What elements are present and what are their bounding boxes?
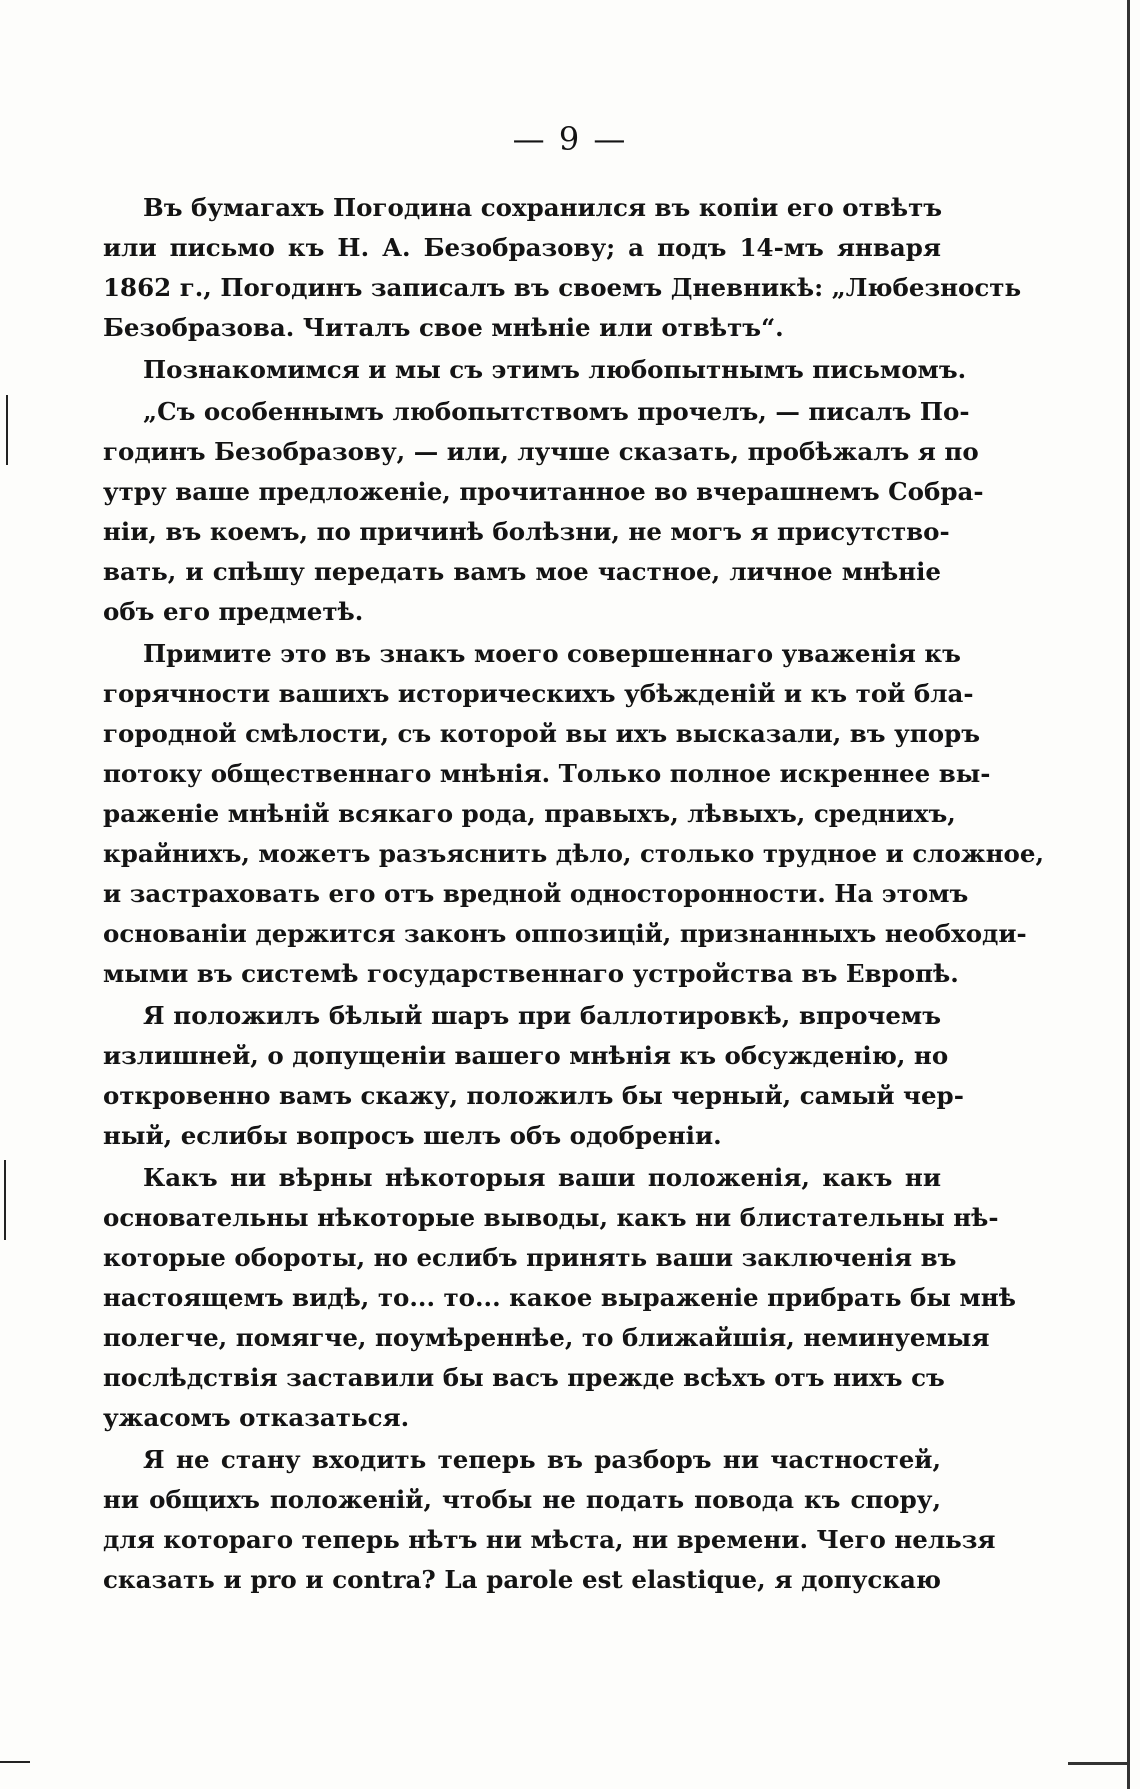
text-line: раженіе мнѣній всякаго рода, правыхъ, лѣвыхъ, среднихъ, — [103, 799, 956, 828]
text-line: послѣдствія заставили бы васъ прежде всѣхъ отъ нихъ съ — [103, 1363, 945, 1392]
text-line: ни общихъ положеній, чтобы не подать повода къ спору, — [103, 1485, 941, 1514]
text-line: утру ваше предложеніе, прочитанное во вчерашнемъ Собра- — [103, 477, 984, 506]
text-line: и застраховать его отъ вредной односторонности. На этомъ — [103, 879, 969, 908]
text-line: Познакомимся и мы съ этимъ любопытнымъ письмомъ. — [143, 355, 967, 384]
text-line: настоящемъ видѣ, то... то... какое выраженіе прибрать бы мнѣ — [103, 1283, 1016, 1312]
text-line: ный, еслибы вопросъ шелъ объ одобреніи. — [103, 1121, 722, 1150]
page-number: — 9 — — [512, 120, 628, 158]
text-line: основательны нѣкоторые выводы, какъ ни блистательны нѣ- — [103, 1203, 999, 1232]
text-line: городной смѣлости, съ которой вы ихъ высказали, въ упоръ — [103, 719, 980, 748]
scan-edge-mark — [6, 395, 8, 465]
text-line: Я положилъ бѣлый шаръ при баллотировкѣ, впрочемъ — [143, 1001, 941, 1030]
text-line: откровенно вамъ скажу, положилъ бы черный, самый чер- — [103, 1081, 964, 1110]
text-line: крайнихъ, можетъ разъяснить дѣло, столько трудное и сложное, — [103, 839, 1045, 868]
text-line: полегче, помягче, поумѣреннѣе, то ближайшія, неминуемыя — [103, 1323, 990, 1352]
scan-page-edge — [1127, 0, 1130, 1789]
text-line: Примите это въ знакъ моего совершеннаго уваженія къ — [143, 639, 961, 668]
text-line: Какъ ни вѣрны нѣкоторыя ваши положенія, какъ ни — [143, 1163, 941, 1192]
text-line: основаніи держится законъ оппозицій, признанныхъ необходи- — [103, 919, 1027, 948]
text-line: вать, и спѣшу передать вамъ мое частное, личное мнѣніе — [103, 557, 941, 586]
text-line: которые обороты, но еслибъ принять ваши заключенія въ — [103, 1243, 957, 1272]
scan-edge-mark — [1068, 1762, 1128, 1765]
text-line: сказать и pro и contra? La parole est elastique, я допускаю — [103, 1565, 941, 1594]
text-line: потоку общественнаго мнѣнія. Только полное искреннее вы- — [103, 759, 991, 788]
text-line: для котораго теперь нѣтъ ни мѣста, ни времени. Чего нельзя — [103, 1525, 996, 1554]
text-line: горячности вашихъ историческихъ убѣжденій и къ той бла- — [103, 679, 974, 708]
text-line: годинъ Безобразову, — или, лучше сказать, пробѣжалъ я по — [103, 437, 979, 466]
text-line: ужасомъ отказаться. — [103, 1403, 410, 1432]
text-line: „Съ особеннымъ любопытствомъ прочелъ, — писалъ По- — [143, 397, 970, 426]
text-line: Въ бумагахъ Погодина сохранился въ копіи его отвѣтъ — [143, 193, 943, 222]
text-line: объ его предметѣ. — [103, 597, 364, 626]
text-line: излишней, о допущеніи вашего мнѣнія къ обсужденію, но — [103, 1041, 949, 1070]
text-line: ніи, въ коемъ, по причинѣ болѣзни, не могъ я присутство- — [103, 517, 950, 546]
text-line: 1862 г., Погодинъ записалъ въ своемъ Дневникѣ: „Любезность — [103, 273, 1022, 302]
scan-edge-mark — [0, 1761, 30, 1763]
text-line: мыми въ системѣ государственнаго устройства въ Европѣ. — [103, 959, 959, 988]
text-line: Я не стану входить теперь въ разборъ ни частностей, — [143, 1445, 941, 1474]
scan-edge-mark — [4, 1160, 6, 1240]
body-text — [103, 188, 1045, 1600]
text-line: или письмо къ Н. А. Безобразову; а подъ 14-мъ января — [103, 233, 941, 262]
text-line: Безобразова. Читалъ свое мнѣніе или отвѣтъ“. — [103, 313, 784, 342]
